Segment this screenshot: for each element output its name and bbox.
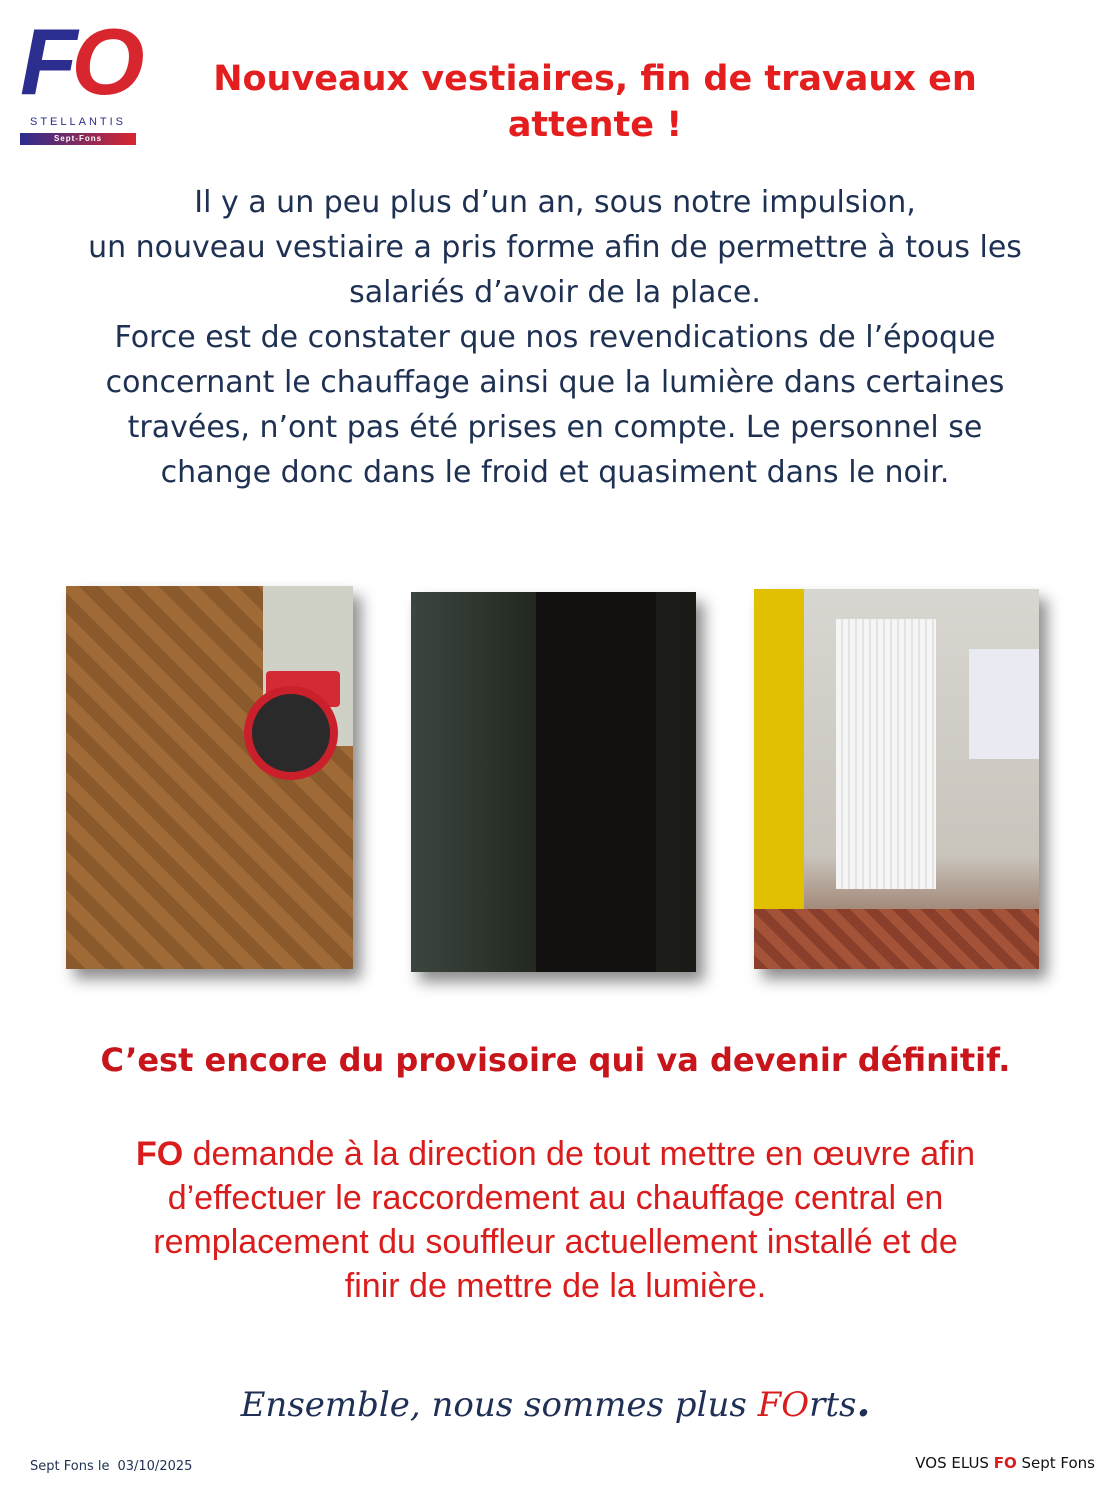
elus-prefix: VOS ELUS [915, 1454, 994, 1472]
page-title [200, 56, 990, 148]
intro-line-6: travées, n’ont pas été prises en compte. Le personnel se [127, 410, 983, 445]
elus-suffix: Sept Fons [1016, 1454, 1095, 1472]
logo-f: F [20, 9, 72, 114]
intro-paragraph [60, 180, 1050, 495]
title-line-2: attente ! [507, 105, 683, 145]
fo-stellantis-logo [18, 9, 140, 147]
fo-demand-paragraph [40, 1132, 1071, 1308]
photo-heater-on-tiled-floor [66, 586, 353, 969]
demand-line-1-text: demande à la direction de tout mettre en œuvre afin [183, 1135, 976, 1173]
intro-line-7: change donc dans le froid et quasiment dans le noir. [160, 455, 950, 490]
elus-fo: FO [993, 1454, 1017, 1472]
demand-line-3: remplacement du souffleur actuellement installé et de [153, 1223, 958, 1261]
intro-line-4: Force est de constater que nos revendications de l’époque [114, 320, 996, 355]
footer-signature [915, 1454, 1095, 1472]
intro-line-2: un nouveau vestiaire a pris forme afin de permettre à tous les [88, 230, 1022, 265]
logo-company: STELLANTIS [29, 116, 127, 128]
date-value: 03/10/2025 [117, 1459, 193, 1474]
slogan-fo: FO [757, 1385, 810, 1425]
demand-line-1 [40, 1132, 1071, 1176]
intro-line-1: Il y a un peu plus d’un an, sous notre impulsion, [194, 185, 916, 220]
demand-line-2: d’effectuer le raccordement au chauffage central en [167, 1179, 944, 1217]
slogan-end: . [856, 1379, 871, 1426]
intro-line-5: concernant le chauffage ainsi que la lumière dans certaines [105, 365, 1005, 400]
demand-fo: FO [135, 1135, 184, 1173]
photo-dark-locker-room [411, 592, 696, 972]
slogan-part-2: rts [809, 1385, 857, 1425]
logo-site: Sept-Fons [20, 133, 136, 145]
photo-radiator-locker-room [754, 589, 1039, 969]
demand-line-4: finir de mettre de la lumière. [344, 1267, 767, 1305]
logo-o: O [71, 9, 139, 114]
radiator-icon [836, 619, 936, 889]
date-label: Sept Fons le [30, 1459, 110, 1474]
slogan [200, 1378, 911, 1430]
footer-date [30, 1459, 192, 1474]
provisoire-statement: C’est encore du provisoire qui va devenir définitif. [100, 1041, 1011, 1079]
intro-line-3: salariés d’avoir de la place. [349, 275, 761, 310]
fan-heater-icon [244, 686, 338, 780]
logo-fo-letters [20, 9, 139, 114]
slogan-part-1: Ensemble, nous sommes plus [240, 1385, 758, 1425]
title-line-1: Nouveaux vestiaires, fin de travaux en [213, 59, 977, 99]
